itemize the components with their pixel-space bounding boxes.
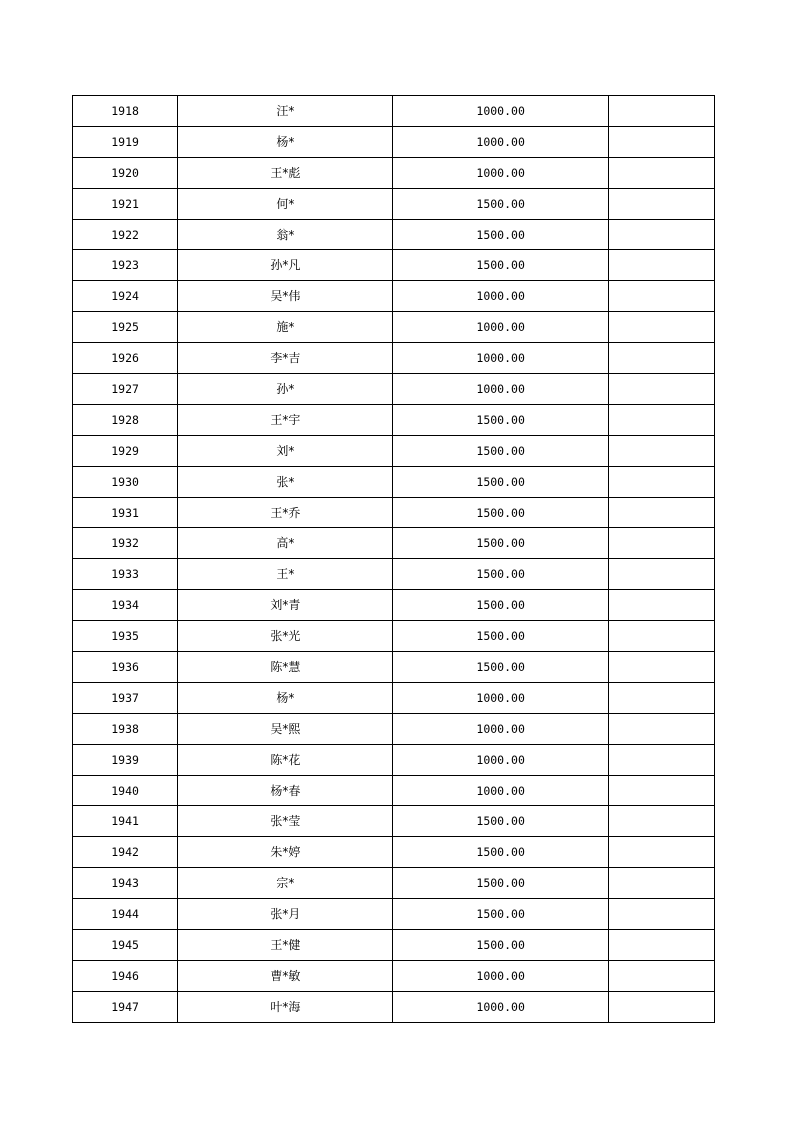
note-cell (608, 374, 714, 405)
amount-cell: 1500.00 (393, 250, 608, 281)
name-cell: 王*彪 (178, 157, 393, 188)
name-cell: 张*光 (178, 621, 393, 652)
table-row (73, 404, 715, 435)
amount-cell: 1500.00 (393, 806, 608, 837)
amount-cell: 1500.00 (393, 219, 608, 250)
note-cell (608, 281, 714, 312)
note-cell (608, 435, 714, 466)
amount-cell: 1000.00 (393, 312, 608, 343)
note-cell (608, 497, 714, 528)
row-number-cell: 1921 (73, 188, 178, 219)
amount-cell: 1500.00 (393, 590, 608, 621)
amount-cell: 1500.00 (393, 497, 608, 528)
table-row (73, 528, 715, 559)
amount-cell: 1500.00 (393, 404, 608, 435)
note-cell (608, 775, 714, 806)
name-cell: 陈*慧 (178, 652, 393, 683)
table-row (73, 621, 715, 652)
name-cell: 翁* (178, 219, 393, 250)
name-cell: 何* (178, 188, 393, 219)
note-cell (608, 806, 714, 837)
amount-cell: 1000.00 (393, 775, 608, 806)
note-cell (608, 157, 714, 188)
table-row (73, 126, 715, 157)
amount-cell: 1500.00 (393, 528, 608, 559)
amount-cell: 1000.00 (393, 281, 608, 312)
amount-cell: 1500.00 (393, 899, 608, 930)
amount-cell: 1500.00 (393, 837, 608, 868)
table-row (73, 559, 715, 590)
amount-cell: 1000.00 (393, 713, 608, 744)
row-number-cell: 1924 (73, 281, 178, 312)
note-cell (608, 466, 714, 497)
table-row (73, 374, 715, 405)
note-cell (608, 930, 714, 961)
note-cell (608, 219, 714, 250)
row-number-cell: 1925 (73, 312, 178, 343)
table-row (73, 497, 715, 528)
table-row (73, 312, 715, 343)
row-number-cell: 1936 (73, 652, 178, 683)
row-number-cell: 1932 (73, 528, 178, 559)
table-row (73, 713, 715, 744)
table-row (73, 219, 715, 250)
row-number-cell: 1940 (73, 775, 178, 806)
name-cell: 叶*海 (178, 991, 393, 1022)
name-cell: 杨*春 (178, 775, 393, 806)
row-number-cell: 1945 (73, 930, 178, 961)
table-row (73, 250, 715, 281)
row-number-cell: 1939 (73, 744, 178, 775)
name-cell: 吴*伟 (178, 281, 393, 312)
row-number-cell: 1944 (73, 899, 178, 930)
name-cell: 陈*花 (178, 744, 393, 775)
name-cell: 吴*熙 (178, 713, 393, 744)
note-cell (608, 960, 714, 991)
note-cell (608, 343, 714, 374)
row-number-cell: 1935 (73, 621, 178, 652)
table-row (73, 837, 715, 868)
table-row (73, 744, 715, 775)
name-cell: 张* (178, 466, 393, 497)
note-cell (608, 837, 714, 868)
row-number-cell: 1937 (73, 682, 178, 713)
note-cell (608, 682, 714, 713)
note-cell (608, 590, 714, 621)
table-row (73, 281, 715, 312)
table-row (73, 930, 715, 961)
amount-cell: 1500.00 (393, 621, 608, 652)
note-cell (608, 528, 714, 559)
table-row (73, 682, 715, 713)
name-cell: 施* (178, 312, 393, 343)
amount-cell: 1500.00 (393, 466, 608, 497)
table-row (73, 652, 715, 683)
amount-cell: 1000.00 (393, 126, 608, 157)
amount-cell: 1500.00 (393, 652, 608, 683)
note-cell (608, 991, 714, 1022)
table-row (73, 343, 715, 374)
table-row (73, 435, 715, 466)
name-cell: 张*月 (178, 899, 393, 930)
name-cell: 宗* (178, 868, 393, 899)
note-cell (608, 621, 714, 652)
table-row (73, 466, 715, 497)
name-cell: 王*乔 (178, 497, 393, 528)
note-cell (608, 250, 714, 281)
row-number-cell: 1920 (73, 157, 178, 188)
name-cell: 曹*敏 (178, 960, 393, 991)
amount-cell: 1000.00 (393, 374, 608, 405)
note-cell (608, 652, 714, 683)
note-cell (608, 868, 714, 899)
row-number-cell: 1947 (73, 991, 178, 1022)
table-row (73, 188, 715, 219)
payment-table (72, 95, 715, 1023)
name-cell: 王* (178, 559, 393, 590)
row-number-cell: 1929 (73, 435, 178, 466)
table-row (73, 96, 715, 127)
note-cell (608, 559, 714, 590)
table-row (73, 960, 715, 991)
name-cell: 刘*青 (178, 590, 393, 621)
name-cell: 杨* (178, 682, 393, 713)
row-number-cell: 1923 (73, 250, 178, 281)
table-row (73, 775, 715, 806)
note-cell (608, 713, 714, 744)
table-row (73, 806, 715, 837)
name-cell: 刘* (178, 435, 393, 466)
table-row (73, 157, 715, 188)
note-cell (608, 188, 714, 219)
amount-cell: 1000.00 (393, 991, 608, 1022)
row-number-cell: 1919 (73, 126, 178, 157)
table-row (73, 868, 715, 899)
table-row (73, 590, 715, 621)
amount-cell: 1000.00 (393, 744, 608, 775)
name-cell: 孙*凡 (178, 250, 393, 281)
amount-cell: 1500.00 (393, 188, 608, 219)
table-row (73, 899, 715, 930)
name-cell: 孙* (178, 374, 393, 405)
note-cell (608, 744, 714, 775)
row-number-cell: 1941 (73, 806, 178, 837)
name-cell: 杨* (178, 126, 393, 157)
name-cell: 高* (178, 528, 393, 559)
name-cell: 朱*婷 (178, 837, 393, 868)
amount-cell: 1000.00 (393, 960, 608, 991)
row-number-cell: 1918 (73, 96, 178, 127)
name-cell: 张*莹 (178, 806, 393, 837)
note-cell (608, 126, 714, 157)
amount-cell: 1500.00 (393, 559, 608, 590)
amount-cell: 1000.00 (393, 343, 608, 374)
row-number-cell: 1942 (73, 837, 178, 868)
row-number-cell: 1928 (73, 404, 178, 435)
note-cell (608, 96, 714, 127)
name-cell: 汪* (178, 96, 393, 127)
amount-cell: 1500.00 (393, 868, 608, 899)
row-number-cell: 1933 (73, 559, 178, 590)
amount-cell: 1500.00 (393, 435, 608, 466)
table-body (73, 96, 715, 1023)
amount-cell: 1000.00 (393, 96, 608, 127)
row-number-cell: 1934 (73, 590, 178, 621)
name-cell: 王*宇 (178, 404, 393, 435)
name-cell: 李*吉 (178, 343, 393, 374)
amount-cell: 1500.00 (393, 930, 608, 961)
amount-cell: 1000.00 (393, 157, 608, 188)
amount-cell: 1000.00 (393, 682, 608, 713)
note-cell (608, 312, 714, 343)
row-number-cell: 1927 (73, 374, 178, 405)
note-cell (608, 899, 714, 930)
row-number-cell: 1946 (73, 960, 178, 991)
row-number-cell: 1930 (73, 466, 178, 497)
row-number-cell: 1926 (73, 343, 178, 374)
row-number-cell: 1938 (73, 713, 178, 744)
note-cell (608, 404, 714, 435)
row-number-cell: 1922 (73, 219, 178, 250)
table-row (73, 991, 715, 1022)
row-number-cell: 1931 (73, 497, 178, 528)
row-number-cell: 1943 (73, 868, 178, 899)
name-cell: 王*健 (178, 930, 393, 961)
